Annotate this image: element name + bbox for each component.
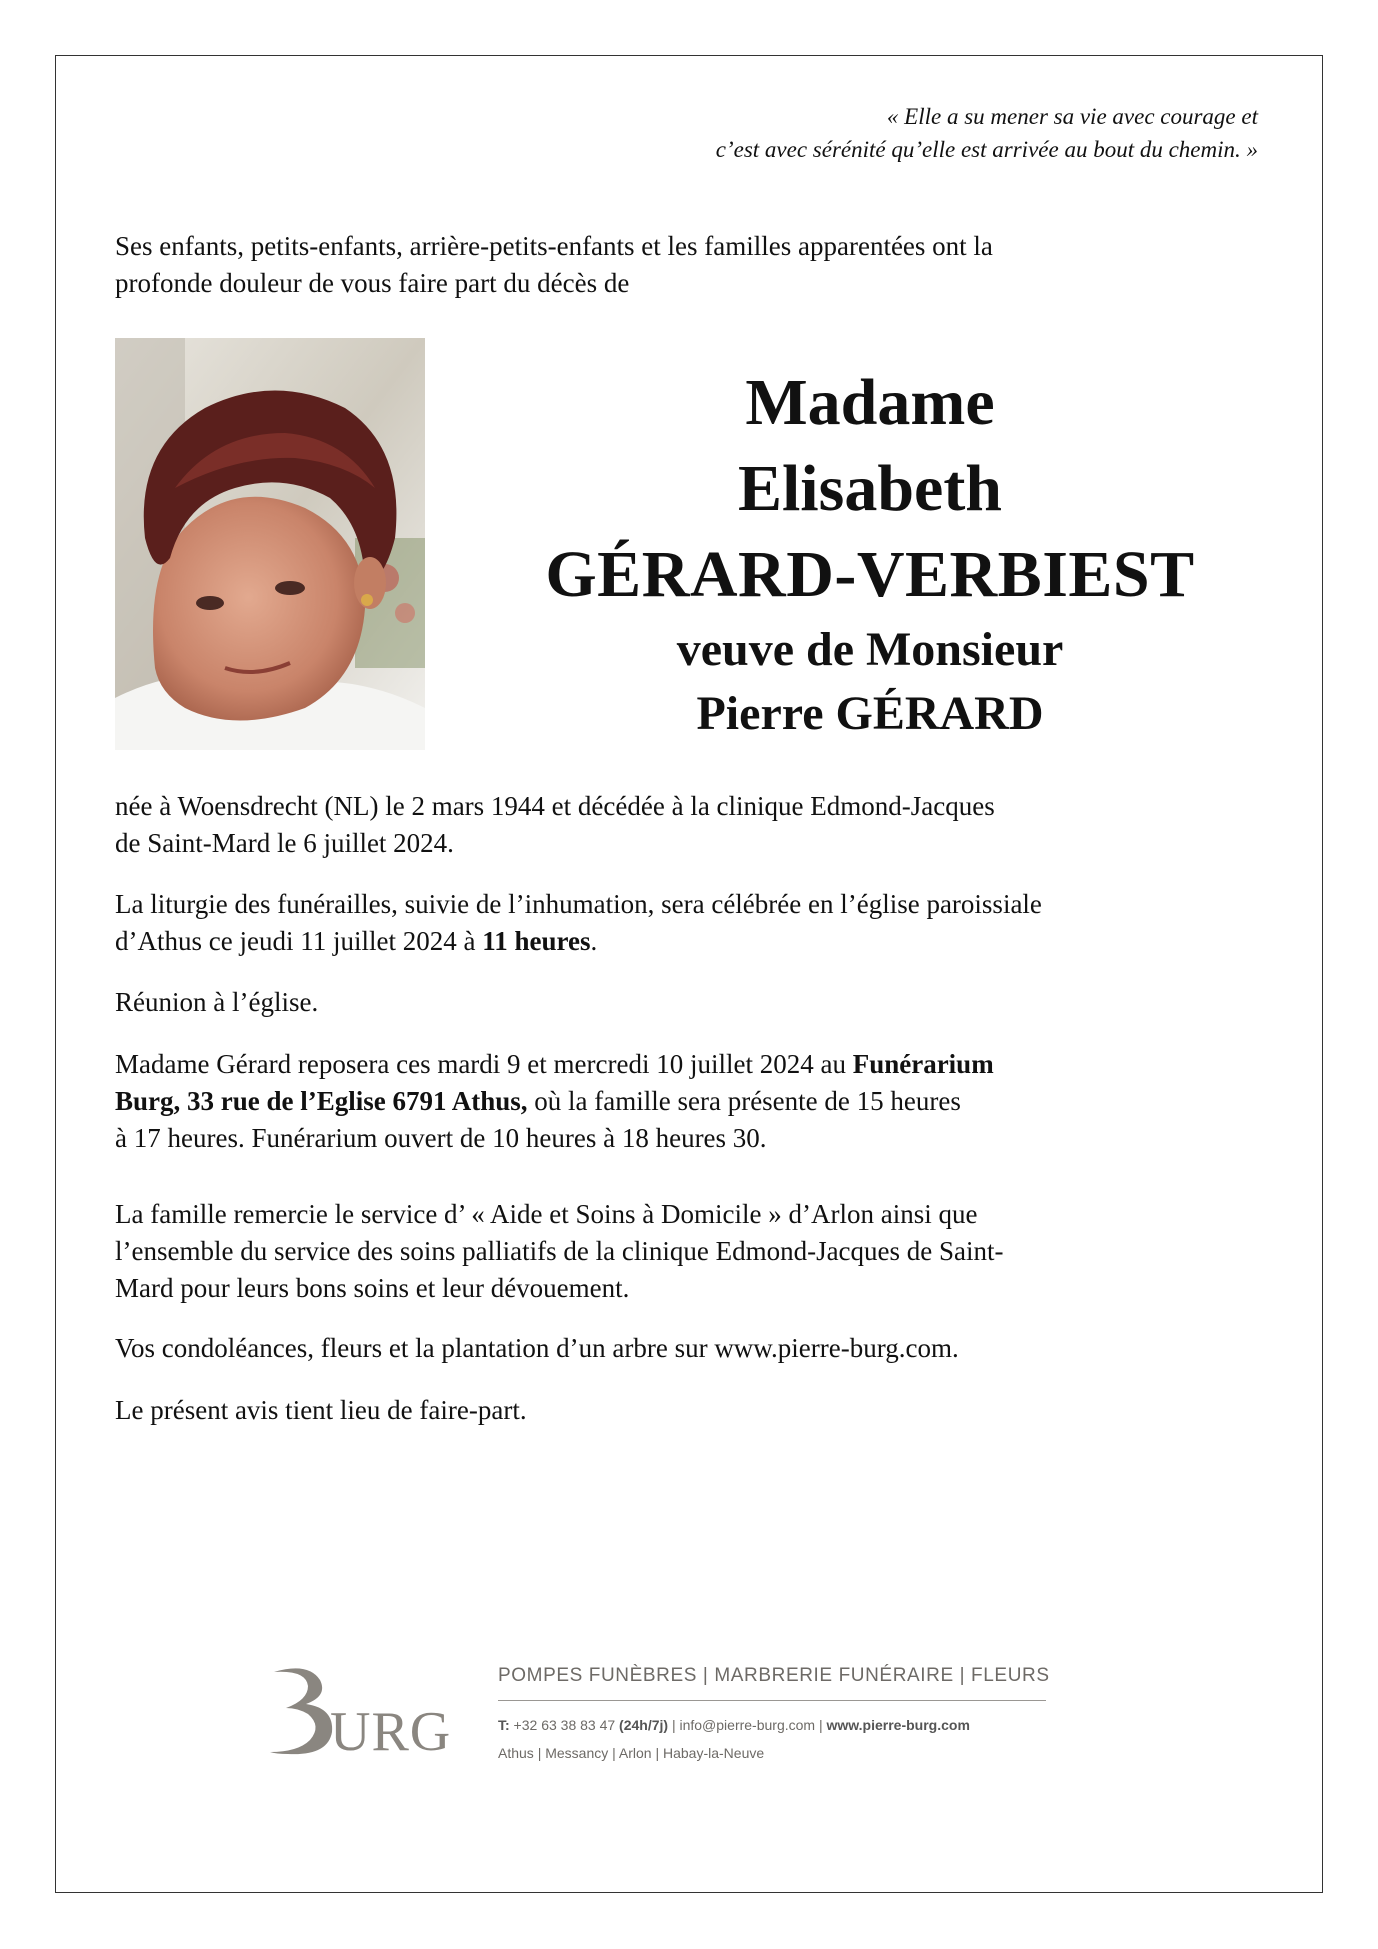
footer-contact: [498, 1717, 970, 1733]
portrait-photo: [115, 338, 425, 750]
quote-line-2: c’est avec sérénité qu’elle est arrivée au bout du chemin. »: [715, 137, 1258, 162]
burg-logo-text: URG: [330, 1701, 452, 1760]
viewing-line-1: [115, 1046, 1265, 1083]
funeral-home-name: Funérarium: [852, 1049, 994, 1079]
viewing-line-2: [115, 1083, 1265, 1120]
page-border: [55, 55, 1323, 1893]
liturgy-line-1: La liturgie des funérailles, suivie de l’inhumation, sera célébrée en l’église paroissiale: [115, 889, 1042, 919]
liturgy-period: .: [590, 926, 598, 956]
quote-line-1: « Elle a su mener sa vie avec courage et: [886, 104, 1258, 129]
thanks-line-1: La famille remercie le service d’ « Aide et Soins à Domicile » d’Arlon ainsi que: [115, 1199, 978, 1229]
email-address: | info@pierre-burg.com |: [668, 1717, 827, 1733]
surname: GÉRARD-VERBIEST: [545, 538, 1195, 611]
viewing-hours: où la famille sera présente de 15 heures: [527, 1086, 961, 1116]
burg-logo-mark: [268, 1660, 458, 1760]
birth-death-line-2: de Saint-Mard le 6 juillet 2024.: [115, 828, 454, 858]
intro-paragraph: [115, 228, 1265, 302]
widow-line: veuve de Monsieur: [676, 623, 1064, 676]
spouse-name: Pierre GÉRARD: [696, 687, 1044, 740]
birth-death-paragraph: [115, 788, 1265, 862]
portrait-image: [115, 338, 425, 750]
website-link[interactable]: www.pierre-burg.com: [826, 1717, 970, 1733]
viewing-line-3: à 17 heures. Funérarium ouvert de 10 heures à 18 heures 30.: [115, 1123, 767, 1153]
liturgy-line-2: [115, 923, 1265, 960]
epigraph-quote: [358, 100, 1258, 166]
viewing-paragraph: [115, 1046, 1265, 1157]
condolences-paragraph: Vos condoléances, fleurs et la plantation d’un arbre sur www.pierre-burg.com.: [115, 1333, 959, 1363]
notice-paragraph: Le présent avis tient lieu de faire-part.: [115, 1395, 527, 1425]
honorific: Madame: [745, 366, 995, 439]
first-name: Elisabeth: [737, 452, 1003, 525]
footer-services: POMPES FUNÈBRES | MARBRERIE FUNÉRAIRE | FLEURS: [498, 1665, 1050, 1686]
liturgy-paragraph: [115, 886, 1265, 960]
phone-hours: (24h/7j): [619, 1717, 669, 1733]
footer-locations: Athus | Messancy | Arlon | Habay-la-Neuve: [498, 1745, 765, 1761]
deceased-name-block: [480, 360, 1260, 746]
thanks-line-2: l’ensemble du service des soins palliatifs de la clinique Edmond-Jacques de Saint-: [115, 1236, 1004, 1266]
intro-line-1: Ses enfants, petits-enfants, arrière-petits-enfants et les familles apparentées ont la: [115, 231, 993, 261]
thanks-paragraph: [115, 1196, 1265, 1307]
burg-logo: [268, 1660, 458, 1760]
thanks-line-3: Mard pour leurs bons soins et leur dévouement.: [115, 1273, 630, 1303]
footer-divider: [498, 1700, 1046, 1701]
reunion-paragraph: Réunion à l’église.: [115, 987, 319, 1017]
viewing-text: Madame Gérard reposera ces mardi 9 et mercredi 10 juillet 2024 au: [115, 1049, 853, 1079]
phone-label: T:: [498, 1717, 510, 1733]
intro-line-2: profonde douleur de vous faire part du décès de: [115, 268, 630, 298]
birth-death-line-1: née à Woensdrecht (NL) le 2 mars 1944 et décédée à la clinique Edmond-Jacques: [115, 791, 995, 821]
phone-number: +32 63 38 83 47: [509, 1717, 620, 1733]
liturgy-text: d’Athus ce jeudi 11 juillet 2024 à: [115, 926, 483, 956]
funeral-home-address: Burg, 33 rue de l’Eglise 6791 Athus,: [115, 1086, 528, 1116]
liturgy-time: 11 heures: [482, 926, 591, 956]
